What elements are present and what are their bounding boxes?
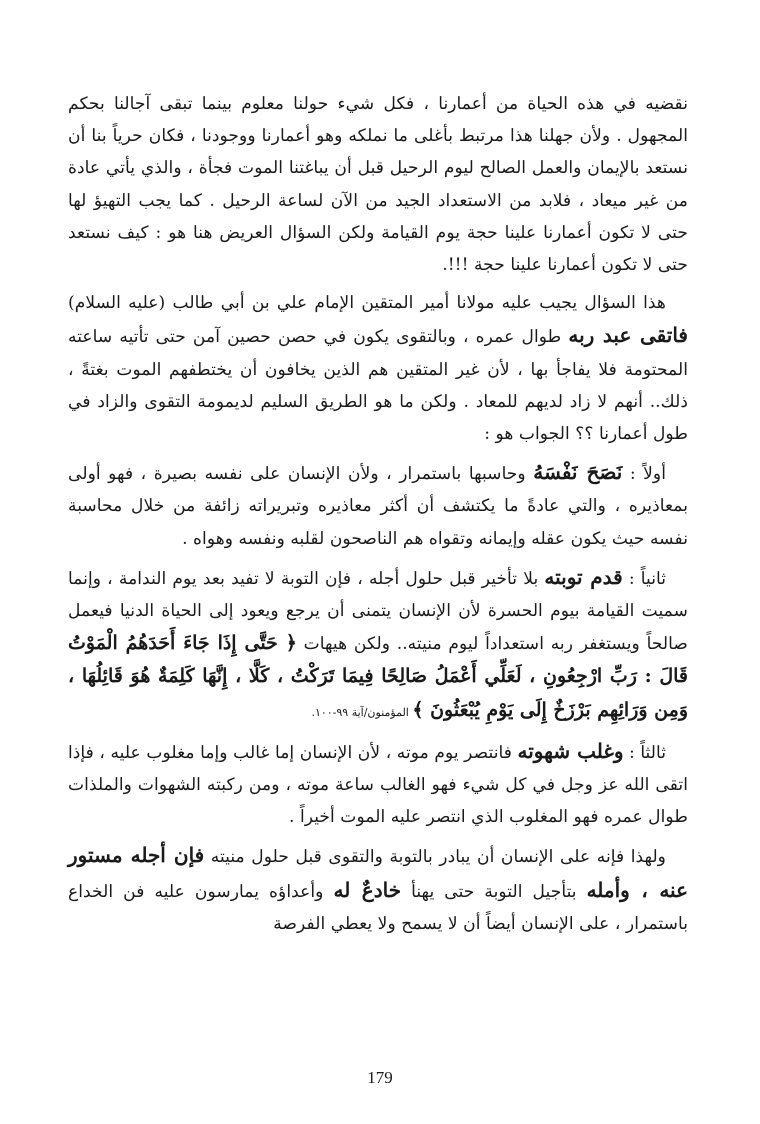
paragraph-1 xyxy=(68,88,688,281)
paragraph-6 xyxy=(68,839,688,940)
emphasis-phrase: نَصَحَ نَفْسَهُ xyxy=(533,460,623,485)
paragraph-text: وحاسبها باستمرار ، ولأن الإنسان على نفسه بصيرة ، فهو أولى بمعاذيره ، والتي عادةً ما يكتشف أن أكثر معاذيره وتبريراته زائفة من خلال محاسبة نفسه حيث يكون عقله وإيمانه وتقواه هم الناصحون لقلبه ونفسه وهواه . xyxy=(68,464,688,549)
paragraph-text: هذا السؤال يجيب عليه مولانا أمير المتقين الإمام علي بن أبي طالب (عليه السلام) xyxy=(68,293,666,314)
point-label: ثالثاً : xyxy=(623,742,666,763)
quran-verse: ﴿ حَتَّى إِذَا جَاءَ أَحَدَهُمُ الْمَوْتُ قَالَ : رَبِّ ارْجِعُونِ ، لَعَلِّي أَعْمَلُ صَالِحًا فِيمَا تَرَكْتُ ، كَلَّا ، إِنَّهَا كَلِمَةٌ هُوَ قَائِلُهَا ، وَمِن وَرَائِهِم بَرْزَخٌ إِلَى يَوْمِ يُبْعَثُونَ ﴾ xyxy=(68,632,688,721)
paragraph-text: بلا تأخير قبل حلول أجله ، فإن التوبة لا تفيد بعد يوم الندامة ، وإنما سميت القيامة بيوم الحسرة لأن الإنسان يتمنى أن يرجع ويعود إلى الحياة الدنيا فيعمل صالحاً ويستغفر ربه استعداداً ليوم منيته.. ولكن هيهات xyxy=(68,568,688,655)
emphasis-phrase: وغلب شهوته xyxy=(517,738,624,763)
emphasis-phrase: خادعٌ له xyxy=(333,877,402,902)
paragraph-5 xyxy=(68,735,688,834)
paragraph-text: نقضيه في هذه الحياة من أعمارنا ، فكل شيء حولنا معلوم بينما تبقى آجالنا بحكم المجهول . ولأن جهلنا هذا مرتبط بأغلى ما نملكه وهو أعمارنا ووجودنا ، فكان حرياً بنا أن نستعد بالإيمان والعمل الصالح ليوم الرحيل قبل أن يباغتنا الموت فجأة ، والذي يأتي عادة من غير ميعاد ، فلابد من الاستعداد الجيد من الآن لساعة الرحيل . كما يجب التهيؤ لها حتى لا تكون أعمارنا علينا حجة يوم القيامة ولكن السؤال العريض هنا هو : كيف نستعد حتى لا تكون أعمارنا علينا حجة !!!. xyxy=(68,94,688,276)
paragraph-text: فانتصر يوم موته ، لأن الإنسان إما غالب وإما مغلوب عليه ، فإذا اتقى الله عز وجل في كل شيء فهو الغالب ساعة موته ، ومن ركبته الشهوات والملذات طوال عمره فهو المغلوب الذي انتصر عليه الموت أخيراً . xyxy=(68,742,688,828)
verse-reference: المؤمنون/آية ٩٩-١٠٠. xyxy=(311,705,413,719)
paragraph-text: ولهذا فإنه على الإنسان أن يبادر بالتوبة والتقوى قبل حلول منيته xyxy=(204,847,666,868)
point-label: ثانياً : xyxy=(622,568,666,589)
paragraph-text: وأعداؤه يمارسون عليه فن الخداع باستمرار ، على الإنسان أيضاً أن لا يسمح ولا يعطي الفرصة xyxy=(68,881,688,934)
point-label: أولاً : xyxy=(622,464,667,485)
emphasis-phrase: قدم توبته xyxy=(544,564,623,589)
page-number: 179 xyxy=(367,1068,393,1087)
paragraph-text: بتأجيل التوبة حتى يهنأ xyxy=(401,881,587,902)
paragraph-3 xyxy=(68,456,688,555)
paragraph-text: طوال عمره ، وبالتقوى يكون في حصن حصين آمن حتى تأتيه ساعته المحتومة فلا يفاجأ بها ، لأن غير المتقين هم الذين يخافون أن يختطفهم الموت بغتةً ، ذلك.. أنهم لا زاد لديهم للمعاد . ولكن ما هو الطريق السليم لديمومة التقوى والزاد في طول أعمارنا ؟؟ الجواب هو : xyxy=(68,327,688,445)
body-text xyxy=(68,88,688,940)
emphasis-phrase: فإن أجله مستور عنه ، وأمله xyxy=(68,843,689,902)
paragraph-2 xyxy=(68,287,688,450)
paragraph-4 xyxy=(68,561,688,729)
emphasis-phrase: فاتقى عبد ربه xyxy=(568,323,688,348)
